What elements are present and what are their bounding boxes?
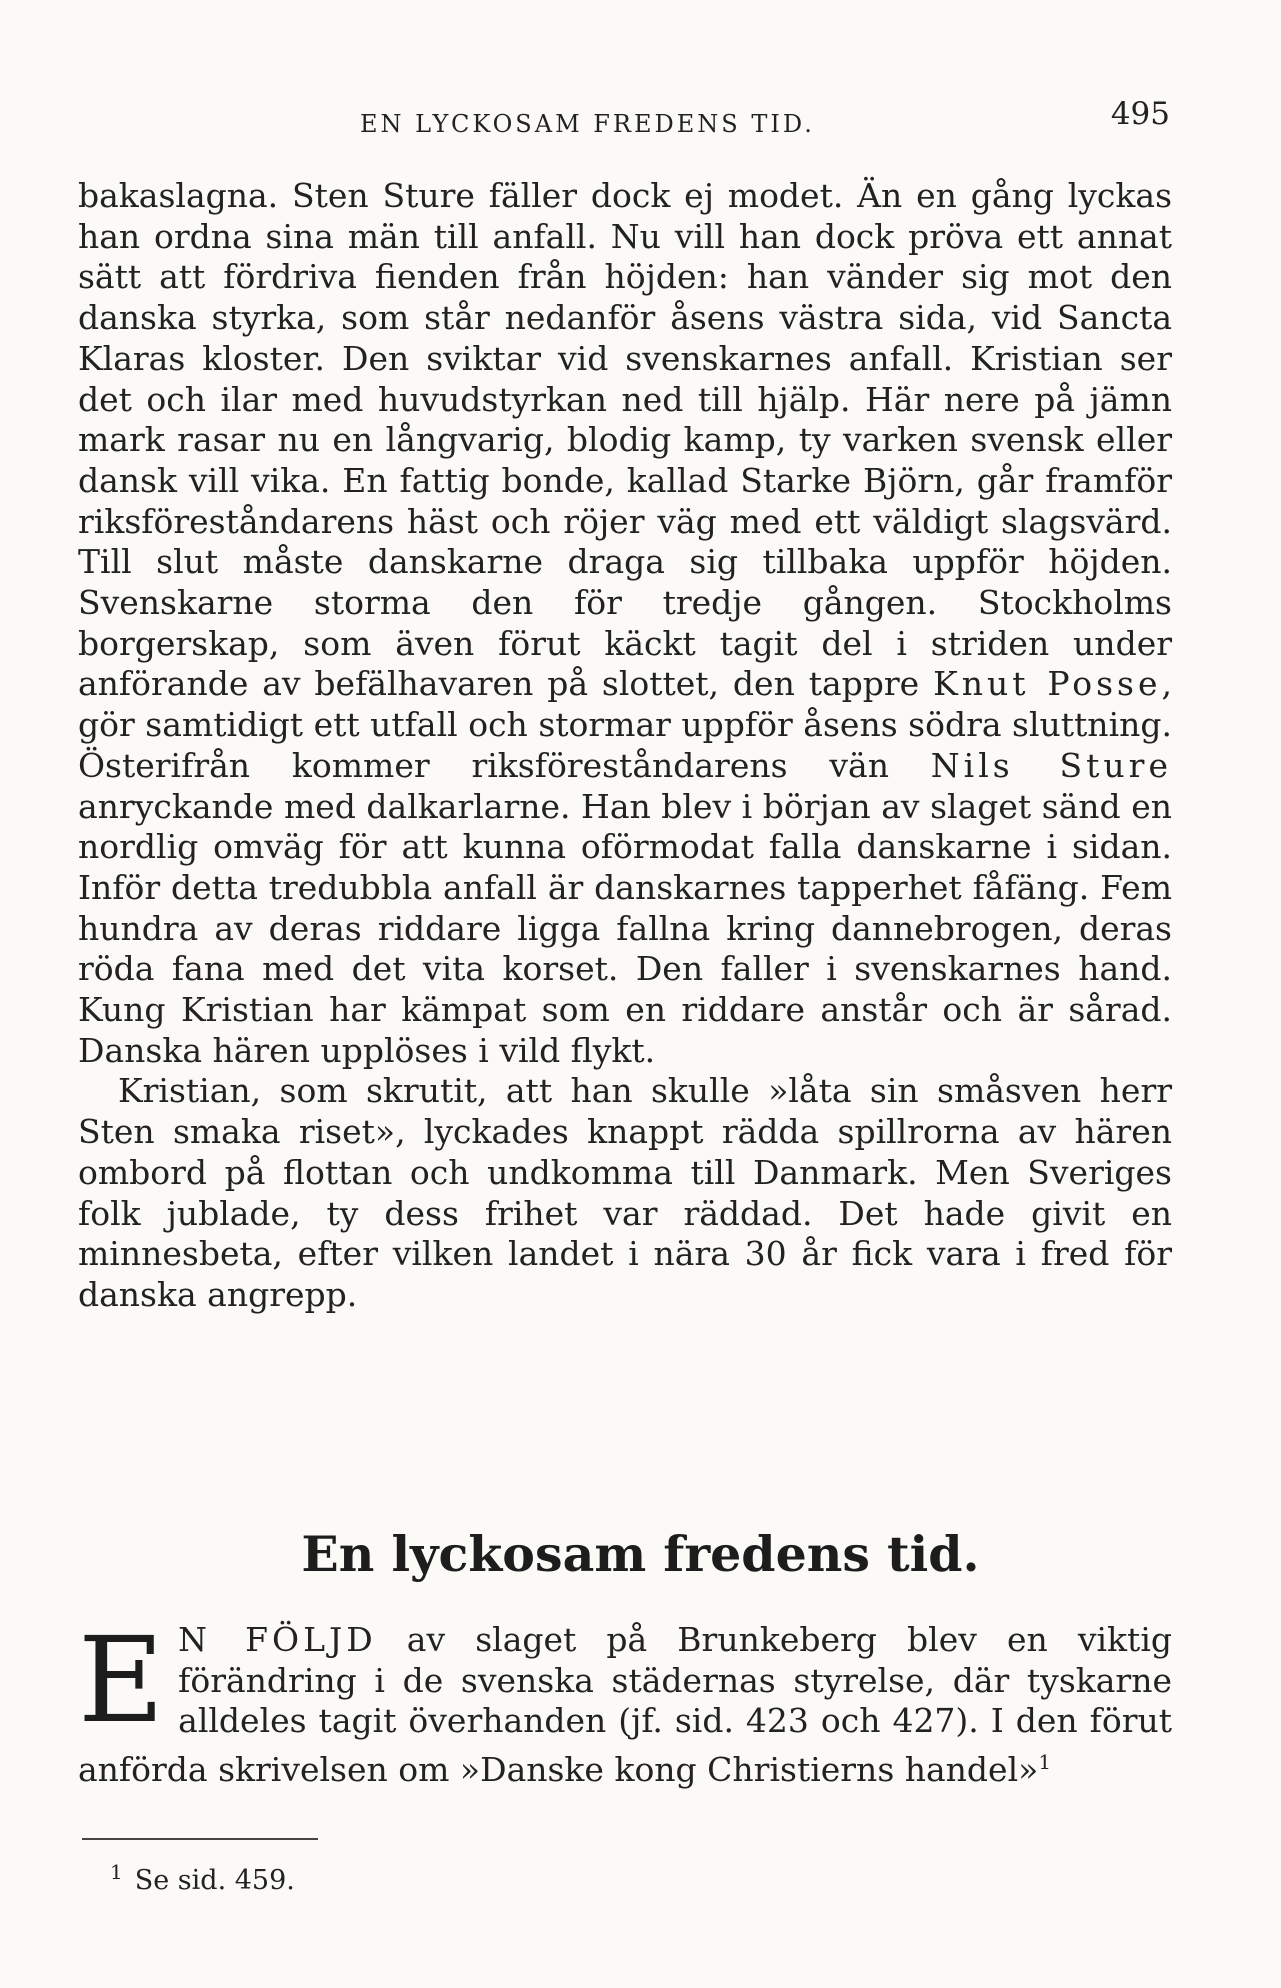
footnote-rule: [82, 1838, 318, 1840]
drop-cap: E: [78, 1611, 165, 1749]
paragraph-1: [78, 176, 1172, 1071]
paragraph-1-part-1: bakaslagna. Sten Sture fäller dock ej modet. Än en gång lyckas han ordna sina män till anfall. Nu vill han dock pröva ett annat sätt att fördriva fienden från höjden: han vänder sig mot den danska styrka, som står nedanför åsens västra sida, vid Sancta Klaras kloster. Den sviktar vid svenskarnes anfall. Kristian ser det och ilar med huvudstyrkan ned till hjälp. Här nere på jämn mark rasar nu en långvarig, blodig kamp, ty varken svensk eller dansk vill vika. En fattig bonde, kallad Starke Björn, går framför riksföreståndarens häst och röjer väg med ett väldigt slagsvärd. Till slut måste danskarne draga sig tillbaka uppför höjden. Svenskarne storma den för tredje gången. Stockholms borgerskap, som även förut käckt tagit del i striden under anförande av befälhavaren på slottet, den tappre: [78, 176, 1172, 704]
footnote-mark: 1: [110, 1860, 123, 1884]
paragraph-1-part-3: anryckande med dalkarlarne. Han blev i början av slaget sänd en nordlig omväg för att kunna oförmodat falla danskarne i sidan. Inför detta tredubbla anfall är danskarnes tapperhet fåfäng. Fem hundra av deras riddare ligga fallna kring dannebrogen, deras röda fana med det vita korset. Den faller i svenskarnes hand. Kung Kristian har kämpat som en riddare anstår och är sårad. Danska hären upplöses i vild flykt.: [78, 786, 1172, 1070]
section-title: En lyckosam fredens tid.: [301, 1525, 980, 1583]
paragraph-2: Kristian, som skrutit, att han skulle »låta sin småsven herr Sten smaka riset», lyckades knappt rädda spillrorna av hären ombord på flottan och undkomma till Danmark. Men Sveriges folk jublade, ty dess frihet var räddad. Det hade givit en minnesbeta, efter vilken landet i nära 30 år fick vara i fred för danska angrepp.: [78, 1071, 1172, 1314]
main-text: [78, 176, 1172, 1316]
footnote: [110, 1860, 295, 1896]
lead-word: N FÖLJD: [178, 1620, 377, 1659]
page-header: [80, 96, 1170, 146]
person-name-nils-sture: Nils Sture: [930, 745, 1172, 785]
page-number: 495: [1110, 96, 1170, 132]
section-text: av slaget på Brunkeberg blev en viktig förändring i de svenska städernas styrelse, där tyskarne alldeles tagit överhanden (jf. sid. 423 och 427). I den förut anförda skrivelsen om »Danske kong Christierns handel»: [78, 1620, 1172, 1790]
section-paragraph: [78, 1611, 1172, 1791]
section-body: [78, 1611, 1172, 1791]
footnote-text: Se sid. 459.: [134, 1865, 295, 1896]
person-name-knut-posse: Knut Posse: [933, 664, 1162, 704]
paragraph-1-part-2: , gör samtidigt ett utfall och stormar uppför åsens södra sluttning. Österifrån kommer riksföreståndarens vän: [78, 664, 1172, 785]
footnote-reference: 1: [1038, 1750, 1052, 1775]
running-title: EN LYCKOSAM FREDENS TID.: [360, 110, 815, 138]
